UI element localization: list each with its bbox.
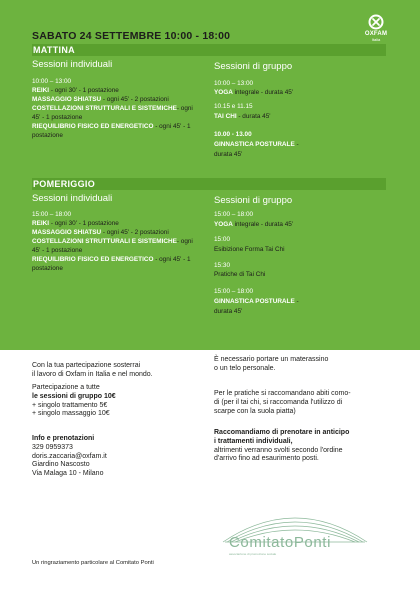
list-item: Esibizione Forma Tai Chi <box>214 246 285 253</box>
thanks-note: Un ringraziamento particolare al Comitato Ponti <box>32 560 154 566</box>
group-time: 15:00 – 18:00 <box>214 288 254 295</box>
comitato-ponti-name: ComitatoPonti <box>229 534 332 551</box>
list-item: GINNASTICA POSTURALE - <box>214 298 299 305</box>
booking-note: Raccomandiamo di prenotare in anticipo i trattamenti individuali, altrimenti verranno svolti secondo l'ordine d'arrivo fino ad esaurimento posti. <box>214 429 350 463</box>
list-item-continued: durata 45' <box>214 308 243 315</box>
list-item: REIKI - ogni 30' - 1 postazione <box>32 220 119 227</box>
mattina-individual-title: Sessioni individuali <box>32 59 113 70</box>
group-time: 15:00 <box>214 236 230 243</box>
list-item-continued: durata 45' <box>214 151 243 158</box>
oxfam-icon <box>368 14 384 30</box>
mattina-band <box>32 44 386 56</box>
pricing-text: Partecipazione a tutte le sessioni di gruppo 10€ + singolo trattamento 5€ + singolo massaggio 10€ <box>32 384 116 418</box>
pomeriggio-individual-title: Sessioni individuali <box>32 193 113 204</box>
mattina-individual-time: 10:00 – 13:00 <box>32 78 72 85</box>
mattina-group-title: Sessioni di gruppo <box>214 61 293 72</box>
group-time: 10.15 e 11.15 <box>214 103 253 110</box>
mattina-label: MATTINA <box>33 45 75 55</box>
oxfam-logo-name: OXFAM <box>364 31 388 37</box>
list-item: Pratiche di Tai Chi <box>214 271 266 278</box>
list-item: GINNASTICA POSTURALE - <box>214 141 299 148</box>
clothing-note: Per le pratiche si raccomandano abiti como- di (per il tai chi, si raccomanda l'utilizzo di scarpe con la suola piatta) <box>214 390 351 415</box>
group-time: 15:00 – 18:00 <box>214 211 254 218</box>
list-item-continued: postazione <box>32 265 63 272</box>
list-item: YOGA integrale - durata 45' <box>214 221 294 228</box>
pomeriggio-individual-time: 15:00 – 18:00 <box>32 211 72 218</box>
support-text: Con la tua partecipazione sosterrai il lavoro di Oxfam in Italia e nel mondo. <box>32 362 153 378</box>
comitato-ponti-tagline: associazione di promozione sociale <box>229 552 277 556</box>
group-time: 10:00 – 13:00 <box>214 80 254 87</box>
bridge-icon <box>205 498 385 568</box>
contact-text: Info e prenotazioni 329 0959373 doris.zaccaria@oxfam.it Giardino Nascosto Via Malaga 10 - Milano <box>32 435 107 477</box>
mat-note: È necessario portare un materassino o un telo personale. <box>214 356 329 372</box>
list-item: REIKI - ogni 30' - 1 postazione <box>32 87 119 94</box>
event-date-title: SABATO 24 SETTEMBRE 10:00 - 18:00 <box>32 30 231 42</box>
group-time: 15:30 <box>214 262 230 269</box>
oxfam-logo-sub: Italia <box>371 37 381 42</box>
list-item-continued: postazione <box>32 132 63 139</box>
list-item: TAI CHI - durata 45' <box>214 113 271 120</box>
list-item: RIEQUILIBRIO FISICO ED ENERGETICO - ogni 45' - 1 <box>32 256 191 263</box>
list-item-continued: 45' - 1 postazione <box>32 247 83 254</box>
group-time: 10.00 - 13.00 <box>214 131 252 138</box>
list-item: YOGA integrale - durata 45' <box>214 89 294 96</box>
list-item: MASSAGGIO SHIATSU - ogni 45' - 2 postazioni <box>32 229 169 236</box>
list-item: MASSAGGIO SHIATSU - ogni 45' - 2 postazioni <box>32 96 169 103</box>
oxfam-logo <box>362 14 390 42</box>
list-item-continued: 45' - 1 postazione <box>32 114 83 121</box>
list-item: COSTELLAZIONI STRUTTURALI E SISTEMICHE- ogni <box>32 238 193 245</box>
list-item: COSTELLAZIONI STRUTTURALI E SISTEMICHE- ogni <box>32 105 193 112</box>
pomeriggio-label: POMERIGGIO <box>33 179 96 189</box>
pomeriggio-group-title: Sessioni di gruppo <box>214 195 293 206</box>
list-item: RIEQUILIBRIO FISICO ED ENERGETICO - ogni 45' - 1 <box>32 123 191 130</box>
